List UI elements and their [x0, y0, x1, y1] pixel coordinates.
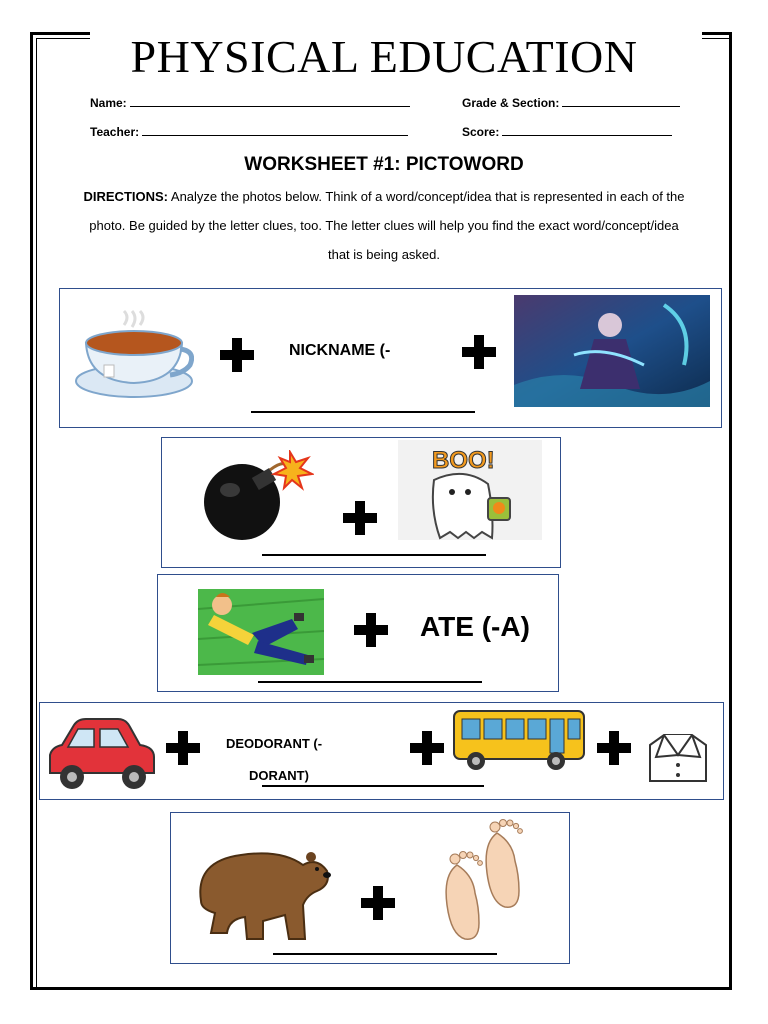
name-line[interactable] [130, 95, 410, 107]
page-title: PHYSICAL EDUCATION [130, 31, 638, 82]
feet-icon [437, 815, 535, 941]
clue-4-line-2: DORANT) [249, 768, 309, 783]
answer-line[interactable] [251, 411, 475, 413]
worksheet-title: WORKSHEET #1: PICTOWORD [244, 154, 524, 175]
puzzle-box-2 [161, 437, 561, 568]
bus-icon [452, 707, 592, 773]
plus-icon [361, 886, 395, 920]
name-label: Name: [90, 96, 127, 110]
teacher-field [90, 124, 408, 139]
bomb-icon [198, 450, 314, 542]
directions-label: DIRECTIONS: [83, 189, 168, 204]
teacher-label: Teacher: [90, 125, 140, 139]
score-field [462, 124, 672, 139]
grade-section-field [462, 95, 680, 110]
teacher-line[interactable] [142, 124, 408, 136]
answer-line[interactable] [262, 554, 486, 556]
person-lying-on-grass-image [198, 589, 324, 675]
clue-1: NICKNAME (- [289, 342, 391, 359]
puzzle-box-5 [170, 812, 570, 964]
puzzle-box-1 [59, 288, 722, 428]
directions-text: Analyze the photos below. Think of a word/concept/idea that is represented in each of the photo. Be guided by the letter clues, too. The letter clues will help you find the exact word/concept/idea that is being asked. [89, 189, 685, 262]
grade-section-line[interactable] [562, 95, 680, 107]
clue-3: ATE (-A) [420, 611, 530, 642]
answer-line[interactable] [258, 681, 482, 683]
grade-section-label: Grade & Section: [462, 96, 560, 110]
shirt-collar-icon [644, 729, 712, 785]
plus-icon [166, 731, 200, 765]
boo-ghost-icon [398, 440, 542, 540]
svg-text:BOO!: BOO! [432, 447, 495, 474]
answer-line[interactable] [273, 953, 497, 955]
answer-line[interactable] [262, 785, 484, 787]
plus-icon [462, 335, 496, 369]
bear-icon [193, 841, 333, 945]
plus-icon [354, 613, 388, 647]
car-icon [46, 717, 158, 793]
plus-icon [410, 731, 444, 765]
name-field [90, 95, 410, 110]
plus-icon [597, 731, 631, 765]
clue-4-line-1: DEODORANT (- [226, 736, 323, 751]
game-character-image [514, 295, 710, 407]
plus-icon [220, 338, 254, 372]
puzzle-box-3 [157, 574, 559, 692]
score-label: Score: [462, 125, 500, 139]
tea-cup-icon [74, 303, 194, 403]
plus-icon [343, 501, 377, 535]
directions [82, 182, 686, 269]
puzzle-box-4 [39, 702, 724, 800]
score-line[interactable] [502, 124, 672, 136]
